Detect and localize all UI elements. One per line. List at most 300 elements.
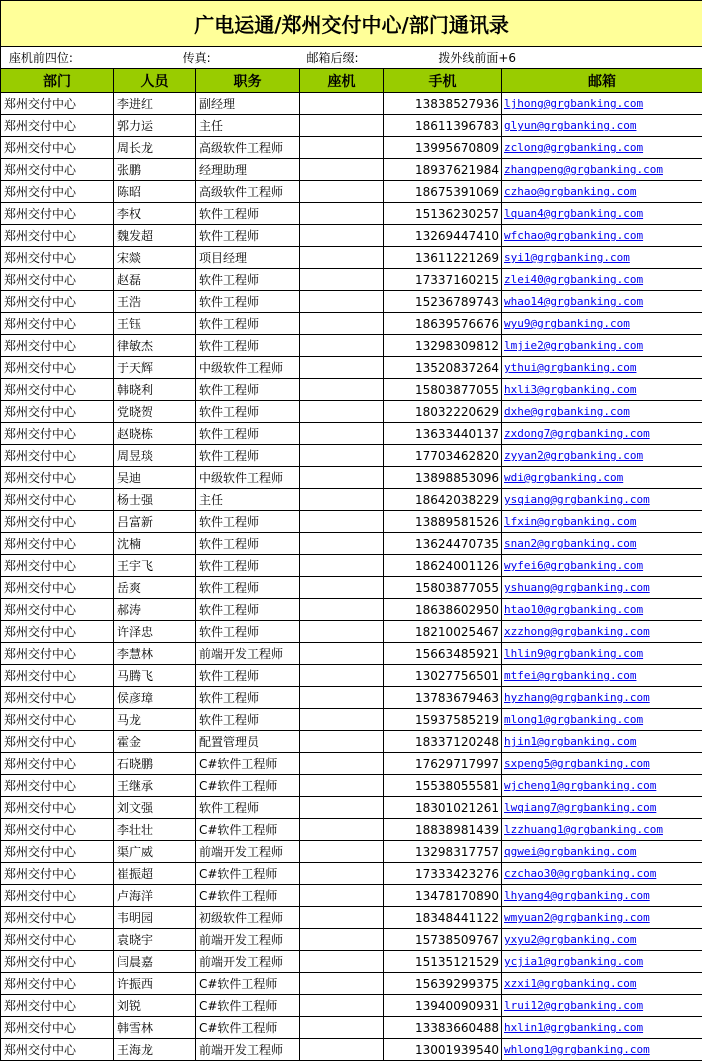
title-cell[interactable]: 软件工程师 [196,797,300,819]
phone-cell[interactable] [300,115,384,137]
email-link[interactable]: ycjia1@grgbanking.com [502,955,643,968]
phone-cell[interactable] [300,973,384,995]
title-cell[interactable]: 软件工程师 [196,269,300,291]
email-link[interactable]: whlong1@grgbanking.com [502,1043,650,1056]
title-cell[interactable]: 副经理 [196,93,300,115]
name-cell[interactable]: 石晓鹏 [114,753,196,775]
dept-cell[interactable]: 郑州交付中心 [1,445,114,467]
email-cell[interactable] [502,819,702,841]
name-cell[interactable]: 郝涛 [114,599,196,621]
dept-cell[interactable]: 郑州交付中心 [1,577,114,599]
email-link[interactable]: hyzhang@grgbanking.com [502,691,650,704]
title-cell[interactable]: 软件工程师 [196,423,300,445]
name-cell[interactable]: 侯彦璋 [114,687,196,709]
dept-cell[interactable]: 郑州交付中心 [1,995,114,1017]
title-cell[interactable]: 软件工程师 [196,555,300,577]
email-cell[interactable] [502,775,702,797]
title-cell[interactable]: C#软件工程师 [196,819,300,841]
mobile-cell[interactable]: 18675391069 [384,181,502,203]
title-cell[interactable]: C#软件工程师 [196,775,300,797]
name-cell[interactable]: 霍金 [114,731,196,753]
phone-cell[interactable] [300,291,384,313]
dept-cell[interactable]: 郑州交付中心 [1,599,114,621]
title-cell[interactable]: 初级软件工程师 [196,907,300,929]
email-cell[interactable] [502,225,702,247]
name-cell[interactable]: 党晓贺 [114,401,196,423]
dept-cell[interactable]: 郑州交付中心 [1,731,114,753]
dept-cell[interactable]: 郑州交付中心 [1,1017,114,1039]
mobile-cell[interactable]: 13633440137 [384,423,502,445]
email-link[interactable]: wmyuan2@grgbanking.com [502,911,650,924]
name-cell[interactable]: 崔振超 [114,863,196,885]
email-cell[interactable] [502,335,702,357]
email-cell[interactable] [502,93,702,115]
email-cell[interactable] [502,577,702,599]
header-email[interactable]: 邮箱 [502,69,702,93]
name-cell[interactable]: 杨士强 [114,489,196,511]
phone-cell[interactable] [300,181,384,203]
email-cell[interactable] [502,247,702,269]
mobile-cell[interactable]: 18624001126 [384,555,502,577]
mobile-cell[interactable]: 13940090931 [384,995,502,1017]
email-cell[interactable] [502,137,702,159]
title-cell[interactable]: 软件工程师 [196,291,300,313]
email-link[interactable]: qgwei@grgbanking.com [502,845,636,858]
title-cell[interactable]: 软件工程师 [196,379,300,401]
email-cell[interactable] [502,885,702,907]
title-cell[interactable]: 主任 [196,489,300,511]
name-cell[interactable]: 韩雪林 [114,1017,196,1039]
title-cell[interactable]: 软件工程师 [196,577,300,599]
dept-cell[interactable]: 郑州交付中心 [1,291,114,313]
phone-cell[interactable] [300,269,384,291]
email-link[interactable]: wdi@grgbanking.com [502,471,623,484]
email-link[interactable]: lhyang4@grgbanking.com [502,889,650,902]
email-link[interactable]: hxlin1@grgbanking.com [502,1021,643,1034]
email-link[interactable]: lquan4@grgbanking.com [502,207,643,220]
email-cell[interactable] [502,511,702,533]
title-cell[interactable]: 软件工程师 [196,665,300,687]
dept-cell[interactable]: 郑州交付中心 [1,907,114,929]
email-cell[interactable] [502,269,702,291]
title-cell[interactable]: 项目经理 [196,247,300,269]
dept-cell[interactable]: 郑州交付中心 [1,511,114,533]
name-cell[interactable]: 刘锐 [114,995,196,1017]
mobile-cell[interactable]: 18611396783 [384,115,502,137]
phone-cell[interactable] [300,577,384,599]
email-cell[interactable] [502,929,702,951]
mobile-cell[interactable]: 13269447410 [384,225,502,247]
email-link[interactable]: xzxi1@grgbanking.com [502,977,636,990]
email-link[interactable]: wjcheng1@grgbanking.com [502,779,656,792]
name-cell[interactable]: 袁晓宇 [114,929,196,951]
title-cell[interactable]: 软件工程师 [196,533,300,555]
title-cell[interactable]: 软件工程师 [196,709,300,731]
email-cell[interactable] [502,731,702,753]
email-link[interactable]: htao10@grgbanking.com [502,603,643,616]
phone-cell[interactable] [300,533,384,555]
name-cell[interactable]: 张鹏 [114,159,196,181]
mobile-cell[interactable]: 15803877055 [384,379,502,401]
name-cell[interactable]: 李壮壮 [114,819,196,841]
title-cell[interactable]: 前端开发工程师 [196,951,300,973]
mobile-cell[interactable]: 15135121529 [384,951,502,973]
email-cell[interactable] [502,181,702,203]
phone-cell[interactable] [300,137,384,159]
phone-cell[interactable] [300,599,384,621]
email-cell[interactable] [502,797,702,819]
dept-cell[interactable]: 郑州交付中心 [1,753,114,775]
email-cell[interactable] [502,489,702,511]
mobile-cell[interactable]: 18639576676 [384,313,502,335]
mobile-cell[interactable]: 13520837264 [384,357,502,379]
email-link[interactable]: hxli3@grgbanking.com [502,383,636,396]
name-cell[interactable]: 律敏杰 [114,335,196,357]
mobile-cell[interactable]: 17629717997 [384,753,502,775]
title-cell[interactable]: C#软件工程师 [196,1017,300,1039]
dept-cell[interactable]: 郑州交付中心 [1,841,114,863]
email-link[interactable]: dxhe@grgbanking.com [502,405,630,418]
email-cell[interactable] [502,973,702,995]
email-cell[interactable] [502,709,702,731]
title-cell[interactable]: C#软件工程师 [196,995,300,1017]
name-cell[interactable]: 吕富新 [114,511,196,533]
email-cell[interactable] [502,423,702,445]
name-cell[interactable]: 周昱琰 [114,445,196,467]
phone-cell[interactable] [300,841,384,863]
phone-cell[interactable] [300,797,384,819]
name-cell[interactable]: 马腾飞 [114,665,196,687]
name-cell[interactable]: 岳爽 [114,577,196,599]
title-cell[interactable]: 前端开发工程师 [196,1039,300,1061]
mobile-cell[interactable]: 17333423276 [384,863,502,885]
dept-cell[interactable]: 郑州交付中心 [1,709,114,731]
title-cell[interactable]: 中级软件工程师 [196,357,300,379]
title-cell[interactable]: 软件工程师 [196,335,300,357]
name-cell[interactable]: 王继承 [114,775,196,797]
name-cell[interactable]: 李进红 [114,93,196,115]
header-title[interactable]: 职务 [196,69,300,93]
mobile-cell[interactable]: 13898853096 [384,467,502,489]
dept-cell[interactable]: 郑州交付中心 [1,379,114,401]
email-cell[interactable] [502,445,702,467]
phone-cell[interactable] [300,775,384,797]
dept-cell[interactable]: 郑州交付中心 [1,181,114,203]
email-link[interactable]: snan2@grgbanking.com [502,537,636,550]
mobile-cell[interactable]: 13027756501 [384,665,502,687]
dept-cell[interactable]: 郑州交付中心 [1,93,114,115]
phone-cell[interactable] [300,951,384,973]
mobile-cell[interactable]: 18337120248 [384,731,502,753]
name-cell[interactable]: 韦明园 [114,907,196,929]
title-cell[interactable]: 软件工程师 [196,621,300,643]
phone-cell[interactable] [300,819,384,841]
dept-cell[interactable]: 郑州交付中心 [1,357,114,379]
email-link[interactable]: lzzhuang1@grgbanking.com [502,823,663,836]
title-cell[interactable]: 软件工程师 [196,445,300,467]
title-cell[interactable]: 软件工程师 [196,401,300,423]
title-cell[interactable]: C#软件工程师 [196,863,300,885]
name-cell[interactable]: 渠广威 [114,841,196,863]
phone-cell[interactable] [300,489,384,511]
title-cell[interactable]: 软件工程师 [196,687,300,709]
email-cell[interactable] [502,1039,702,1061]
dept-cell[interactable]: 郑州交付中心 [1,1039,114,1061]
dept-cell[interactable]: 郑州交付中心 [1,973,114,995]
name-cell[interactable]: 王宇飞 [114,555,196,577]
name-cell[interactable]: 赵磊 [114,269,196,291]
email-cell[interactable] [502,995,702,1017]
name-cell[interactable]: 郭力运 [114,115,196,137]
name-cell[interactable]: 马龙 [114,709,196,731]
title-cell[interactable]: 高级软件工程师 [196,181,300,203]
mobile-cell[interactable]: 13889581526 [384,511,502,533]
phone-cell[interactable] [300,445,384,467]
name-cell[interactable]: 许振西 [114,973,196,995]
dept-cell[interactable]: 郑州交付中心 [1,313,114,335]
name-cell[interactable]: 李慧林 [114,643,196,665]
mobile-cell[interactable]: 15639299375 [384,973,502,995]
dept-cell[interactable]: 郑州交付中心 [1,687,114,709]
mobile-cell[interactable]: 17703462820 [384,445,502,467]
name-cell[interactable]: 沈楠 [114,533,196,555]
name-cell[interactable]: 魏发超 [114,225,196,247]
email-link[interactable]: lfxin@grgbanking.com [502,515,636,528]
email-cell[interactable] [502,599,702,621]
mobile-cell[interactable]: 18638602950 [384,599,502,621]
dept-cell[interactable]: 郑州交付中心 [1,929,114,951]
mobile-cell[interactable]: 18210025467 [384,621,502,643]
dept-cell[interactable]: 郑州交付中心 [1,863,114,885]
phone-cell[interactable] [300,401,384,423]
header-phone[interactable]: 座机 [300,69,384,93]
email-link[interactable]: zhangpeng@grgbanking.com [502,163,663,176]
dept-cell[interactable]: 郑州交付中心 [1,247,114,269]
email-cell[interactable] [502,533,702,555]
phone-cell[interactable] [300,709,384,731]
mobile-cell[interactable]: 15136230257 [384,203,502,225]
mobile-cell[interactable]: 15738509767 [384,929,502,951]
email-cell[interactable] [502,907,702,929]
email-link[interactable]: hjin1@grgbanking.com [502,735,636,748]
phone-cell[interactable] [300,555,384,577]
phone-cell[interactable] [300,687,384,709]
header-mobile[interactable]: 手机 [384,69,502,93]
mobile-cell[interactable]: 13001939540 [384,1039,502,1061]
dept-cell[interactable]: 郑州交付中心 [1,269,114,291]
title-cell[interactable]: C#软件工程师 [196,753,300,775]
mobile-cell[interactable]: 13383660488 [384,1017,502,1039]
mobile-cell[interactable]: 18937621984 [384,159,502,181]
name-cell[interactable]: 于天辉 [114,357,196,379]
phone-cell[interactable] [300,511,384,533]
email-link[interactable]: zxdong7@grgbanking.com [502,427,650,440]
dept-cell[interactable]: 郑州交付中心 [1,115,114,137]
title-cell[interactable]: 软件工程师 [196,225,300,247]
email-cell[interactable] [502,863,702,885]
phone-cell[interactable] [300,995,384,1017]
email-link[interactable]: zyyan2@grgbanking.com [502,449,643,462]
mobile-cell[interactable]: 15937585219 [384,709,502,731]
email-cell[interactable] [502,687,702,709]
email-cell[interactable] [502,555,702,577]
dept-cell[interactable]: 郑州交付中心 [1,225,114,247]
title-cell[interactable]: 主任 [196,115,300,137]
name-cell[interactable]: 陈昭 [114,181,196,203]
mobile-cell[interactable]: 13611221269 [384,247,502,269]
email-link[interactable]: wfchao@grgbanking.com [502,229,643,242]
mobile-cell[interactable]: 18642038229 [384,489,502,511]
phone-cell[interactable] [300,929,384,951]
phone-cell[interactable] [300,643,384,665]
mobile-cell[interactable]: 18838981439 [384,819,502,841]
email-link[interactable]: ysqiang@grgbanking.com [502,493,650,506]
email-cell[interactable] [502,467,702,489]
title-cell[interactable]: 软件工程师 [196,203,300,225]
phone-cell[interactable] [300,357,384,379]
email-link[interactable]: czchao30@grgbanking.com [502,867,656,880]
email-cell[interactable] [502,401,702,423]
phone-cell[interactable] [300,203,384,225]
dept-cell[interactable]: 郑州交付中心 [1,951,114,973]
mobile-cell[interactable]: 13995670809 [384,137,502,159]
email-cell[interactable] [502,951,702,973]
title-cell[interactable]: 中级软件工程师 [196,467,300,489]
dept-cell[interactable]: 郑州交付中心 [1,819,114,841]
phone-cell[interactable] [300,885,384,907]
name-cell[interactable]: 闫晨嘉 [114,951,196,973]
title-cell[interactable]: 前端开发工程师 [196,643,300,665]
email-cell[interactable] [502,1017,702,1039]
dept-cell[interactable]: 郑州交付中心 [1,533,114,555]
mobile-cell[interactable]: 15236789743 [384,291,502,313]
dept-cell[interactable]: 郑州交付中心 [1,159,114,181]
dept-cell[interactable]: 郑州交付中心 [1,401,114,423]
email-link[interactable]: ljhong@grgbanking.com [502,97,643,110]
email-cell[interactable] [502,203,702,225]
email-cell[interactable] [502,841,702,863]
email-link[interactable]: whao14@grgbanking.com [502,295,643,308]
title-cell[interactable]: 软件工程师 [196,511,300,533]
dept-cell[interactable]: 郑州交付中心 [1,643,114,665]
dept-cell[interactable]: 郑州交付中心 [1,621,114,643]
phone-cell[interactable] [300,1039,384,1061]
email-link[interactable]: zlei40@grgbanking.com [502,273,643,286]
phone-cell[interactable] [300,467,384,489]
phone-cell[interactable] [300,753,384,775]
mobile-cell[interactable]: 13838527936 [384,93,502,115]
title-cell[interactable]: 软件工程师 [196,313,300,335]
phone-cell[interactable] [300,1017,384,1039]
name-cell[interactable]: 赵晓栋 [114,423,196,445]
name-cell[interactable]: 吴迪 [114,467,196,489]
email-link[interactable]: lmjie2@grgbanking.com [502,339,643,352]
email-cell[interactable] [502,115,702,137]
phone-cell[interactable] [300,379,384,401]
header-dept[interactable]: 部门 [1,69,114,93]
dept-cell[interactable]: 郑州交付中心 [1,885,114,907]
phone-cell[interactable] [300,335,384,357]
dept-cell[interactable]: 郑州交付中心 [1,489,114,511]
email-cell[interactable] [502,357,702,379]
phone-cell[interactable] [300,93,384,115]
name-cell[interactable]: 李权 [114,203,196,225]
title-cell[interactable]: 经理助理 [196,159,300,181]
title-cell[interactable]: 前端开发工程师 [196,929,300,951]
mobile-cell[interactable]: 15803877055 [384,577,502,599]
email-link[interactable]: yxyu2@grgbanking.com [502,933,636,946]
email-link[interactable]: ythui@grgbanking.com [502,361,636,374]
email-link[interactable]: lrui12@grgbanking.com [502,999,643,1012]
mobile-cell[interactable]: 18301021261 [384,797,502,819]
title-cell[interactable]: 配置管理员 [196,731,300,753]
mobile-cell[interactable]: 18032220629 [384,401,502,423]
phone-cell[interactable] [300,665,384,687]
phone-cell[interactable] [300,621,384,643]
mobile-cell[interactable]: 13624470735 [384,533,502,555]
phone-cell[interactable] [300,313,384,335]
dept-cell[interactable]: 郑州交付中心 [1,665,114,687]
title-cell[interactable]: C#软件工程师 [196,973,300,995]
name-cell[interactable]: 王海龙 [114,1039,196,1061]
email-link[interactable]: mlong1@grgbanking.com [502,713,643,726]
name-cell[interactable]: 卢海洋 [114,885,196,907]
mobile-cell[interactable]: 18348441122 [384,907,502,929]
phone-cell[interactable] [300,731,384,753]
dept-cell[interactable]: 郑州交付中心 [1,775,114,797]
title-cell[interactable]: 高级软件工程师 [196,137,300,159]
mobile-cell[interactable]: 15663485921 [384,643,502,665]
dept-cell[interactable]: 郑州交付中心 [1,203,114,225]
mobile-cell[interactable]: 13783679463 [384,687,502,709]
title-cell[interactable]: 软件工程师 [196,599,300,621]
name-cell[interactable]: 王浩 [114,291,196,313]
phone-cell[interactable] [300,225,384,247]
phone-cell[interactable] [300,863,384,885]
email-cell[interactable] [502,665,702,687]
email-link[interactable]: sxpeng5@grgbanking.com [502,757,650,770]
name-cell[interactable]: 周长龙 [114,137,196,159]
email-link[interactable]: zclong@grgbanking.com [502,141,643,154]
email-link[interactable]: czhao@grgbanking.com [502,185,636,198]
email-cell[interactable] [502,291,702,313]
name-cell[interactable]: 刘文强 [114,797,196,819]
phone-cell[interactable] [300,423,384,445]
phone-cell[interactable] [300,159,384,181]
mobile-cell[interactable]: 13478170890 [384,885,502,907]
name-cell[interactable]: 宋燚 [114,247,196,269]
phone-cell[interactable] [300,907,384,929]
email-link[interactable]: syi1@grgbanking.com [502,251,630,264]
dept-cell[interactable]: 郑州交付中心 [1,137,114,159]
header-name[interactable]: 人员 [114,69,196,93]
email-link[interactable]: mtfei@grgbanking.com [502,669,636,682]
dept-cell[interactable]: 郑州交付中心 [1,555,114,577]
phone-cell[interactable] [300,247,384,269]
name-cell[interactable]: 韩晓利 [114,379,196,401]
email-cell[interactable] [502,643,702,665]
dept-cell[interactable]: 郑州交付中心 [1,423,114,445]
email-cell[interactable] [502,159,702,181]
mobile-cell[interactable]: 17337160215 [384,269,502,291]
email-cell[interactable] [502,313,702,335]
name-cell[interactable]: 王钰 [114,313,196,335]
mobile-cell[interactable]: 13298309812 [384,335,502,357]
title-cell[interactable]: 前端开发工程师 [196,841,300,863]
name-cell[interactable]: 许泽忠 [114,621,196,643]
email-link[interactable]: glyun@grgbanking.com [502,119,636,132]
mobile-cell[interactable]: 13298317757 [384,841,502,863]
